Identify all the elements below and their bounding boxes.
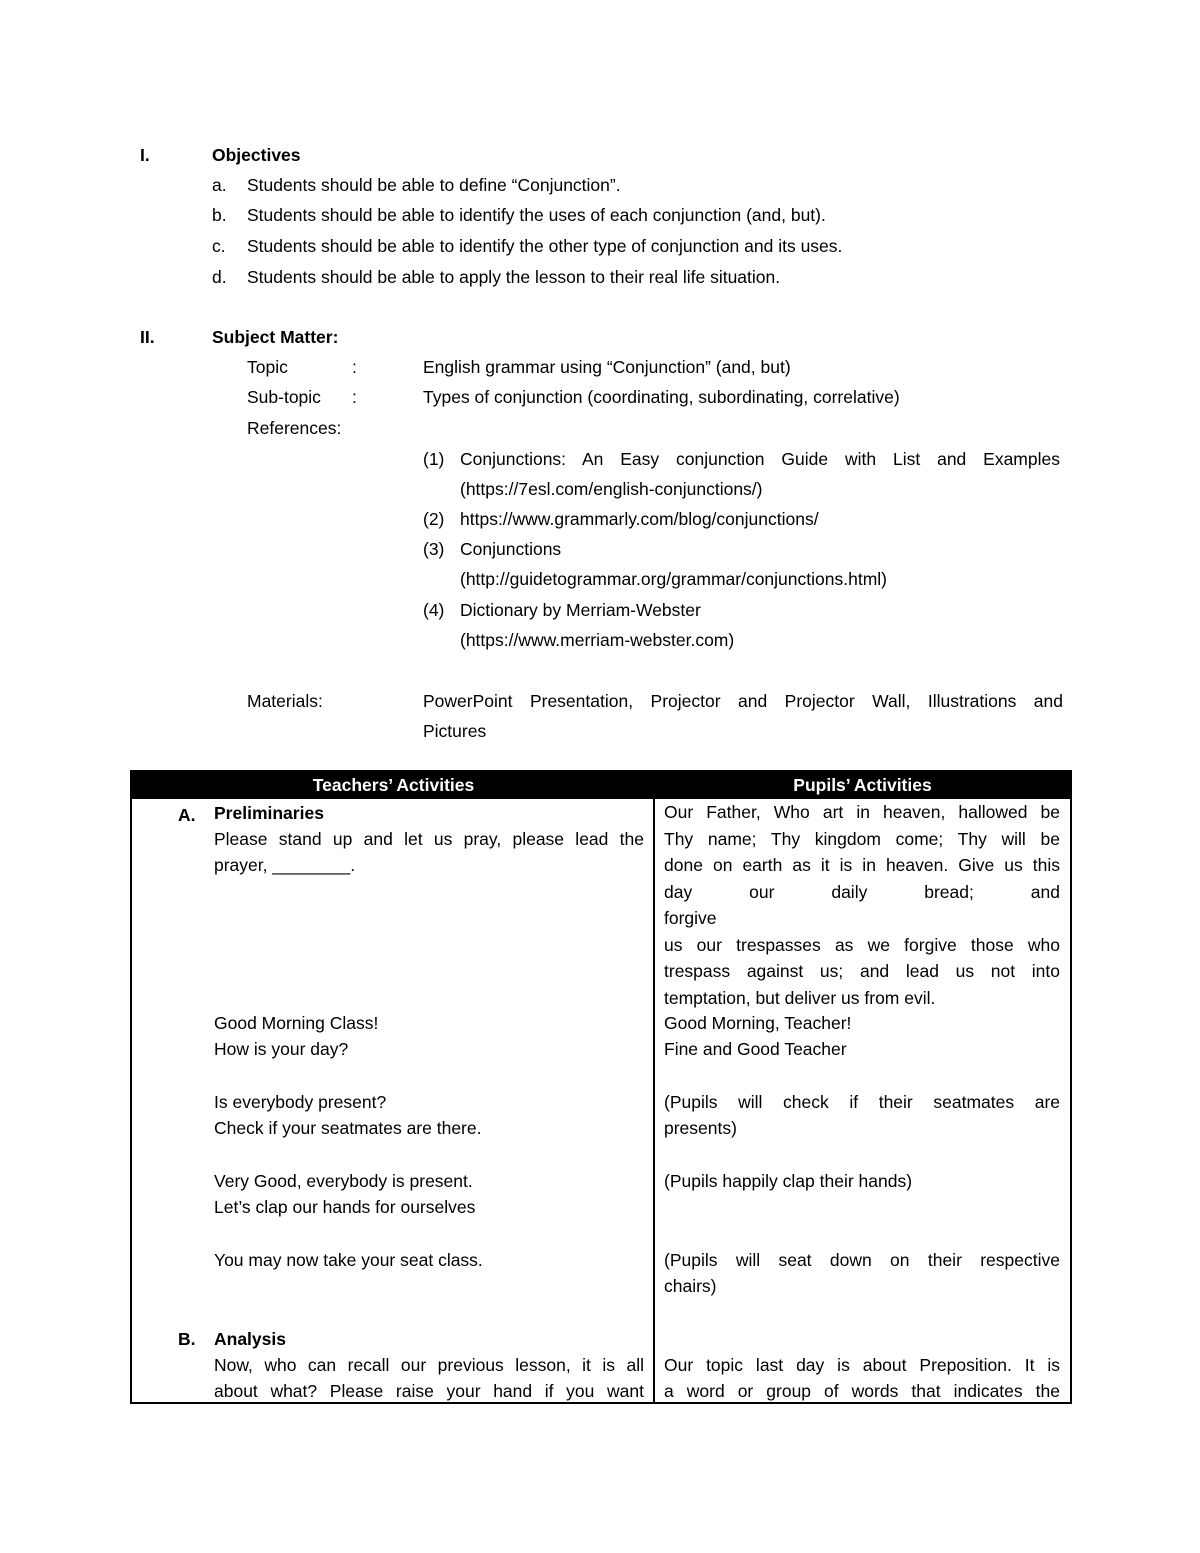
teacher-prayer	[214, 826, 644, 878]
teacher-line: Now, who can recall our previous lesson, it is all	[214, 1355, 644, 1375]
pupil-line: us our trespasses as we forgive those who	[664, 934, 1060, 955]
teacher-analysis	[214, 1352, 644, 1404]
teacher-greeting	[214, 1010, 644, 1062]
reference-link[interactable]: (https://www.merriam-webster.com)	[460, 630, 735, 650]
table-header-row	[132, 772, 1070, 799]
teacher-line: prayer, ________.	[214, 855, 356, 875]
pupil-line: Our topic last day is about Preposition. It is	[664, 1355, 1060, 1375]
objective-text: Students should be able to identify the other type of conjunction and its uses.	[247, 236, 843, 256]
subtopic-value: Types of conjunction (coordinating, subordinating, correlative)	[423, 387, 900, 407]
header-pupils-activities: Pupils’ Activities	[793, 775, 932, 795]
reference-item	[460, 504, 1060, 534]
pupil-seat	[664, 1247, 1060, 1299]
materials-line: Pictures	[423, 721, 487, 741]
teacher-line: Check if your seatmates are there.	[214, 1118, 482, 1138]
teacher-line: How is your day?	[214, 1039, 349, 1059]
pupil-line: temptation, but deliver us from evil.	[664, 987, 936, 1008]
teacher-line: Let’s clap our hands for ourselves	[214, 1197, 476, 1217]
reference-title: Dictionary by Merriam-Webster	[460, 600, 701, 620]
reference-link[interactable]: (http://guidetogrammar.org/grammar/conjunctions.html)	[460, 569, 887, 589]
objective-text: Students should be able to apply the lesson to their real life situation.	[247, 267, 781, 287]
subtopic-label: Sub-topic	[247, 387, 321, 407]
materials-value	[423, 686, 1063, 746]
pupil-line: (Pupils happily clap their hands)	[664, 1171, 913, 1191]
teacher-line: Is everybody present?	[214, 1092, 387, 1112]
pupil-line: (Pupils will check if their seatmates are	[664, 1092, 1060, 1112]
subtopic-colon: :	[352, 387, 357, 407]
materials-label: Materials:	[247, 691, 323, 711]
pupil-line: a word or group of words that indicates the	[664, 1381, 1060, 1401]
pupil-line: trespass against us; and lead us not into	[664, 961, 1060, 981]
teacher-attendance	[214, 1089, 644, 1141]
topic-colon: :	[352, 357, 357, 377]
objective-text: Students should be able to identify the uses of each conjunction (and, but).	[247, 205, 826, 225]
pupil-line: chairs)	[664, 1276, 717, 1296]
objective-text: Students should be able to define “Conjunction”.	[247, 175, 621, 195]
pupil-line: Good Morning, Teacher!	[664, 1013, 852, 1033]
pupil-line: Fine and Good Teacher	[664, 1039, 847, 1059]
section-letter-b: B.	[178, 1329, 196, 1349]
reference-link[interactable]: (https://7esl.com/english-conjunctions/)	[460, 479, 763, 499]
pupil-line: Our Father, Who art in heaven, hallowed be	[664, 802, 1060, 822]
references-label: References:	[247, 418, 342, 438]
reference-item	[460, 534, 1060, 594]
activities-table	[130, 770, 1072, 1404]
section-title-preliminaries: Preliminaries	[214, 803, 324, 823]
objective-letter: b.	[212, 205, 227, 225]
section-number-subject-matter: II.	[140, 327, 155, 347]
pupil-line: (Pupils will seat down on their respective	[664, 1250, 1060, 1270]
reference-title: Conjunctions	[460, 539, 562, 559]
teacher-line: You may now take your seat class.	[214, 1250, 483, 1270]
pupil-line: presents)	[664, 1118, 737, 1138]
reference-title: Conjunctions: An Easy conjunction Guide with List and Examples	[460, 449, 1060, 469]
materials-line: PowerPoint Presentation, Projector and Projector Wall, Illustrations and	[423, 691, 1063, 711]
column-divider	[653, 799, 655, 1404]
teacher-line: about what? Please raise your hand if you want	[214, 1381, 644, 1401]
section-letter-a: A.	[178, 805, 196, 825]
pupil-greeting	[664, 1010, 1060, 1062]
teacher-seat	[214, 1247, 644, 1273]
section-number-objectives: I.	[140, 145, 150, 165]
teacher-clap	[214, 1168, 644, 1220]
topic-value: English grammar using “Conjunction” (and, but)	[423, 357, 791, 377]
reference-link[interactable]: https://www.grammarly.com/blog/conjunctions/	[460, 509, 819, 529]
pupil-prayer	[664, 799, 1060, 1011]
reference-item	[460, 444, 1060, 504]
pupil-analysis	[664, 1352, 1060, 1404]
pupil-line: day our daily bread; and forgive	[664, 881, 1060, 928]
pupil-attendance	[664, 1089, 1060, 1141]
section-title-analysis: Analysis	[214, 1329, 286, 1349]
objective-letter: a.	[212, 175, 227, 195]
reference-number: (2)	[423, 509, 445, 529]
pupil-line: Thy name; Thy kingdom come; Thy will be	[664, 828, 1060, 849]
teacher-line: Please stand up and let us pray, please lead the	[214, 829, 644, 849]
reference-number: (4)	[423, 600, 445, 620]
teacher-line: Good Morning Class!	[214, 1013, 379, 1033]
objective-letter: c.	[212, 236, 226, 256]
section-title-objectives: Objectives	[212, 145, 301, 165]
reference-number: (1)	[423, 449, 445, 469]
topic-label: Topic	[247, 357, 288, 377]
reference-number: (3)	[423, 539, 445, 559]
section-title-subject-matter: Subject Matter:	[212, 327, 339, 347]
reference-item	[460, 595, 1060, 655]
pupil-clap	[664, 1168, 1060, 1194]
objective-letter: d.	[212, 267, 227, 287]
teacher-line: Very Good, everybody is present.	[214, 1171, 473, 1191]
header-teachers-activities: Teachers’ Activities	[312, 775, 475, 795]
pupil-line: done on earth as it is in heaven. Give us this	[664, 855, 1060, 875]
